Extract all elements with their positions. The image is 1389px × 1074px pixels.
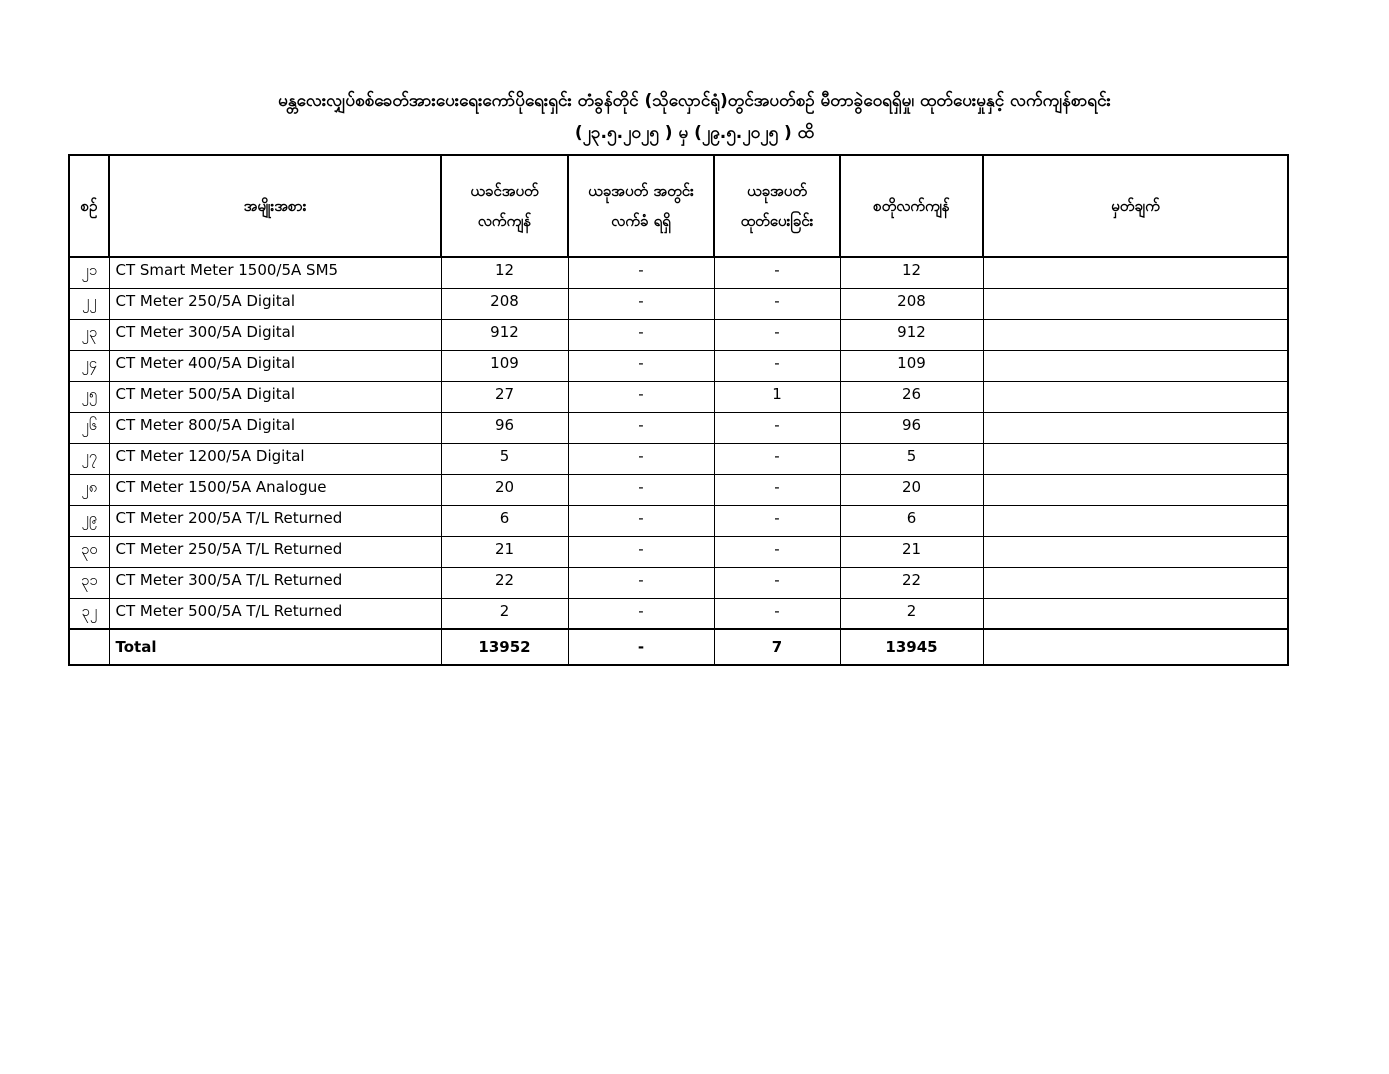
row-balance: 21 [840, 536, 983, 567]
row-issued: - [714, 598, 840, 629]
row-remark [983, 350, 1288, 381]
total-no [69, 629, 109, 665]
row-type: CT Smart Meter 1500/5A SM5 [109, 257, 441, 288]
row-remark [983, 474, 1288, 505]
row-balance: 208 [840, 288, 983, 319]
row-issued: - [714, 319, 840, 350]
row-received: - [568, 412, 714, 443]
row-issued: - [714, 536, 840, 567]
table-row [69, 412, 1288, 443]
row-remark [983, 598, 1288, 629]
table-row [69, 288, 1288, 319]
row-type: CT Meter 300/5A T/L Returned [109, 567, 441, 598]
table-row [69, 505, 1288, 536]
table-row [69, 319, 1288, 350]
row-prev: 5 [441, 443, 568, 474]
row-remark [983, 288, 1288, 319]
row-no: ၂၃ [69, 319, 109, 350]
row-no: ၂၄ [69, 350, 109, 381]
table-row [69, 350, 1288, 381]
row-type: CT Meter 250/5A T/L Returned [109, 536, 441, 567]
row-issued: - [714, 412, 840, 443]
row-remark [983, 505, 1288, 536]
row-issued: - [714, 505, 840, 536]
row-remark [983, 319, 1288, 350]
row-remark [983, 536, 1288, 567]
total-issued: 7 [714, 629, 840, 665]
row-no: ၃၂ [69, 598, 109, 629]
row-type: CT Meter 1200/5A Digital [109, 443, 441, 474]
table-row [69, 257, 1288, 288]
row-balance: 109 [840, 350, 983, 381]
row-balance: 912 [840, 319, 983, 350]
row-received: - [568, 443, 714, 474]
row-remark [983, 412, 1288, 443]
row-type: CT Meter 500/5A Digital [109, 381, 441, 412]
row-no: ၂၅ [69, 381, 109, 412]
table-row [69, 567, 1288, 598]
row-prev: 20 [441, 474, 568, 505]
row-balance: 26 [840, 381, 983, 412]
row-prev: 21 [441, 536, 568, 567]
table-row [69, 536, 1288, 567]
row-type: CT Meter 800/5A Digital [109, 412, 441, 443]
table-row [69, 598, 1288, 629]
row-type: CT Meter 200/5A T/L Returned [109, 505, 441, 536]
row-received: - [568, 598, 714, 629]
total-received: - [568, 629, 714, 665]
row-prev: 12 [441, 257, 568, 288]
row-received: - [568, 474, 714, 505]
row-no: ၂၆ [69, 412, 109, 443]
report-title: မန္တလေးလျှပ်စစ်ခေတ်အားပေးရေးကော်ပိုရေးရှင်း တံခွန်တိုင် (သိုလှောင်ရုံ)တွင်အပတ်စဉ် မီတာခွဲဝေရရှိမှု၊ ထုတ်ပေးမှုနှင့် လက်ကျန်စာရင်း [278, 91, 1111, 111]
row-balance: 12 [840, 257, 983, 288]
total-label: Total [109, 629, 441, 665]
row-no: ၂၉ [69, 505, 109, 536]
row-prev: 208 [441, 288, 568, 319]
row-received: - [568, 350, 714, 381]
table-row [69, 474, 1288, 505]
row-no: ၃၁ [69, 567, 109, 598]
row-prev: 96 [441, 412, 568, 443]
row-remark [983, 567, 1288, 598]
row-issued: 1 [714, 381, 840, 412]
row-issued: - [714, 567, 840, 598]
row-balance: 96 [840, 412, 983, 443]
row-prev: 109 [441, 350, 568, 381]
total-prev: 13952 [441, 629, 568, 665]
row-prev: 2 [441, 598, 568, 629]
row-no: ၂၁ [69, 257, 109, 288]
row-issued: - [714, 288, 840, 319]
row-type: CT Meter 500/5A T/L Returned [109, 598, 441, 629]
row-balance: 22 [840, 567, 983, 598]
row-balance: 6 [840, 505, 983, 536]
row-received: - [568, 319, 714, 350]
table-row [69, 443, 1288, 474]
inventory-table [68, 154, 1289, 666]
header-type: အမျိုးအစား [109, 155, 441, 257]
row-received: - [568, 257, 714, 288]
header-remark: မှတ်ချက် [983, 155, 1288, 257]
header-row [69, 155, 1288, 257]
row-balance: 20 [840, 474, 983, 505]
row-balance: 2 [840, 598, 983, 629]
total-balance: 13945 [840, 629, 983, 665]
row-received: - [568, 567, 714, 598]
row-prev: 912 [441, 319, 568, 350]
row-received: - [568, 288, 714, 319]
header-balance: စတိုလက်ကျန် [840, 155, 983, 257]
row-type: CT Meter 400/5A Digital [109, 350, 441, 381]
total-remark [983, 629, 1288, 665]
row-received: - [568, 505, 714, 536]
row-prev: 22 [441, 567, 568, 598]
row-received: - [568, 536, 714, 567]
row-type: CT Meter 1500/5A Analogue [109, 474, 441, 505]
row-issued: - [714, 443, 840, 474]
row-no: ၂၂ [69, 288, 109, 319]
row-no: ၂၈ [69, 474, 109, 505]
row-remark [983, 257, 1288, 288]
report-date-range: (၂၃.၅.၂၀၂၅ ) မှ (၂၉.၅.၂၀၂၅ ) ထိ [574, 123, 815, 143]
row-prev: 6 [441, 505, 568, 536]
row-balance: 5 [840, 443, 983, 474]
table-row [69, 381, 1288, 412]
header-received: ယခုအပတ် အတွင်းလက်ခံ ရရှိ [568, 155, 714, 257]
row-prev: 27 [441, 381, 568, 412]
row-no: ၃၀ [69, 536, 109, 567]
row-remark [983, 381, 1288, 412]
row-received: - [568, 381, 714, 412]
row-type: CT Meter 300/5A Digital [109, 319, 441, 350]
total-row [69, 629, 1288, 665]
row-remark [983, 443, 1288, 474]
header-issued: ယခုအပတ် ထုတ်ပေးခြင်း [714, 155, 840, 257]
row-type: CT Meter 250/5A Digital [109, 288, 441, 319]
row-issued: - [714, 350, 840, 381]
row-issued: - [714, 257, 840, 288]
row-no: ၂၇ [69, 443, 109, 474]
header-prev-balance: ယခင်အပတ် လက်ကျန် [441, 155, 568, 257]
row-issued: - [714, 474, 840, 505]
header-no: စဉ် [69, 155, 109, 257]
